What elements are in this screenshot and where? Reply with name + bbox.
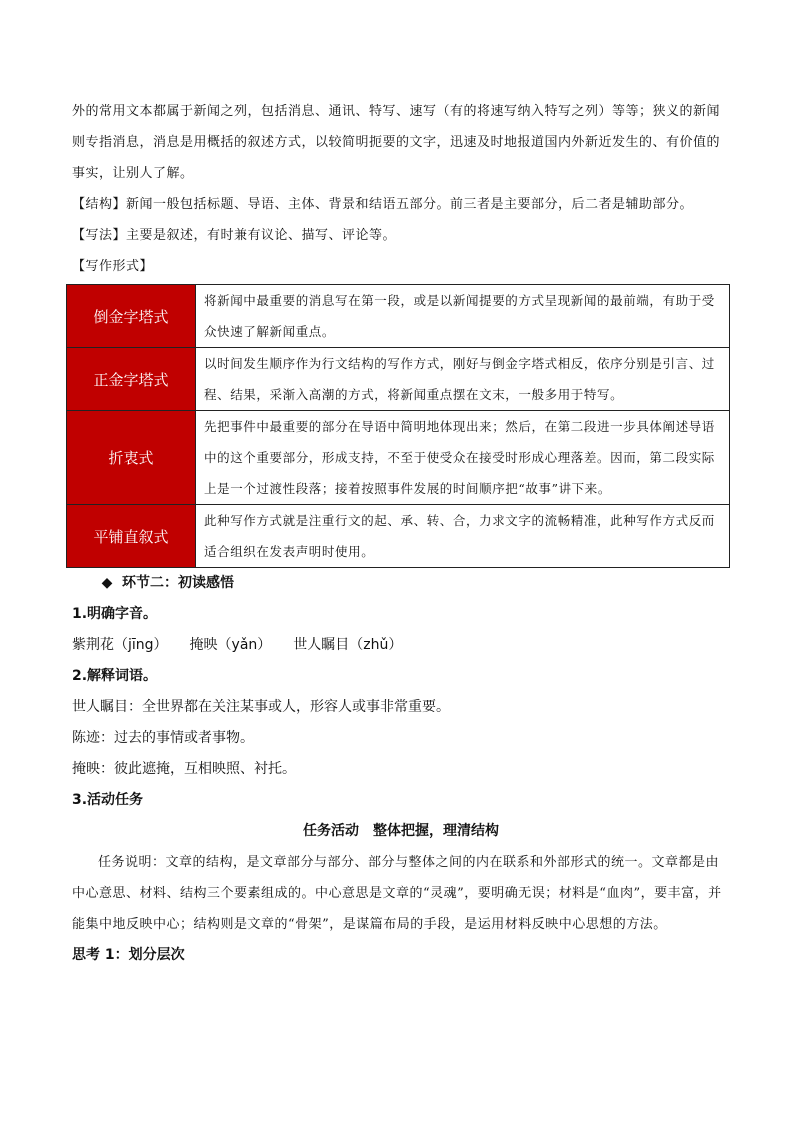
- word-item: 掩映（yǎn）: [189, 637, 272, 653]
- form-desc: 以时间发生顺序作为行文结构的写作方式，刚好与倒金字塔式相反，依序分别是引言、过程、结果，采渐入高潮的方式，将新闻重点摆在文末，一般多用于特写。: [196, 348, 730, 411]
- form-label: 折衷式: [67, 411, 196, 505]
- definition-item: 世人瞩目：全世界都在关注某事或人，形容人或事非常重要。: [72, 699, 450, 715]
- section-heading: [92, 568, 730, 599]
- diamond-bullet-icon: ◆: [101, 575, 113, 591]
- form-label: 平铺直叙式: [67, 505, 196, 568]
- form-desc: 此种写作方式就是注重行文的起、承、转、合，力求文字的流畅精准，此种写作方式反而适合组织在发表声明时使用。: [196, 505, 730, 568]
- writing-forms-table: [66, 284, 730, 568]
- section-title: 环节二：初读感悟: [122, 575, 234, 591]
- structure-tag: 【结构】: [72, 197, 127, 212]
- structure-text: 新闻一般包括标题、导语、主体、背景和结语五部分。前三者是主要部分，后二者是辅助部分。: [126, 197, 694, 212]
- subheading-definitions: 2.解释词语。: [72, 668, 158, 684]
- word-item: 紫荆花（jīng）: [72, 637, 168, 653]
- definition-item: 掩映：彼此遮掩，互相映照、衬托。: [72, 761, 296, 777]
- method-text: 主要是叙述，有时兼有议论、描写、评论等。: [126, 228, 397, 243]
- word-item: 世人瞩目（zhǔ）: [293, 637, 403, 653]
- method-tag: 【写法】: [72, 228, 127, 243]
- table-row: [67, 348, 730, 411]
- definition-item: 陈迹：过去的事情或者事物。: [72, 730, 254, 746]
- structure-line: [72, 189, 730, 220]
- task-title: 任务活动 整体把握，理清结构: [303, 823, 499, 839]
- intro-paragraph: 外的常用文本都属于新闻之列，包括消息、通讯、特写、速写（有的将速写纳入特写之列）等等；狭义的新闻则专指消息，消息是用概括的叙述方式，以较简明扼要的文字，迅速及时地报道国内外新近发生的、有价值的事实，让别人了解。: [72, 104, 721, 181]
- method-line: [72, 220, 730, 251]
- subheading-pronunciation: 1.明确字音。: [72, 606, 158, 622]
- pronunciation-list: [72, 630, 730, 661]
- form-desc: 先把事件中最重要的部分在导语中简明地体现出来；然后，在第二段进一步具体阐述导语中的这个重要部分，形成支持，不至于使受众在接受时形成心理落差。因而，第二段实际上是一个过渡性段落；接着按照事件发展的时间顺序把“故事”讲下来。: [196, 411, 730, 505]
- think-heading: 思考 1：划分层次: [72, 947, 185, 963]
- task-description: 任务说明：文章的结构，是文章部分与部分、部分与整体之间的内在联系和外部形式的统一。文章都是由中心意思、材料、结构三个要素组成的。中心意思是文章的“灵魂”，要明确无误；材料是“血肉”，要丰富，并能集中地反映中心；结构则是文章的“骨架”，是谋篇布局的手段，是运用材料反映中心思想的方法。: [72, 855, 722, 932]
- forms-title: 【写作形式】: [72, 259, 154, 274]
- form-label: 正金字塔式: [67, 348, 196, 411]
- table-row: [67, 285, 730, 348]
- table-row: [67, 411, 730, 505]
- table-row: [67, 505, 730, 568]
- form-desc: 将新闻中最重要的消息写在第一段，或是以新闻提要的方式呈现新闻的最前端，有助于受众快速了解新闻重点。: [196, 285, 730, 348]
- document-page: [72, 96, 730, 971]
- form-label: 倒金字塔式: [67, 285, 196, 348]
- subheading-task: 3.活动任务: [72, 792, 144, 808]
